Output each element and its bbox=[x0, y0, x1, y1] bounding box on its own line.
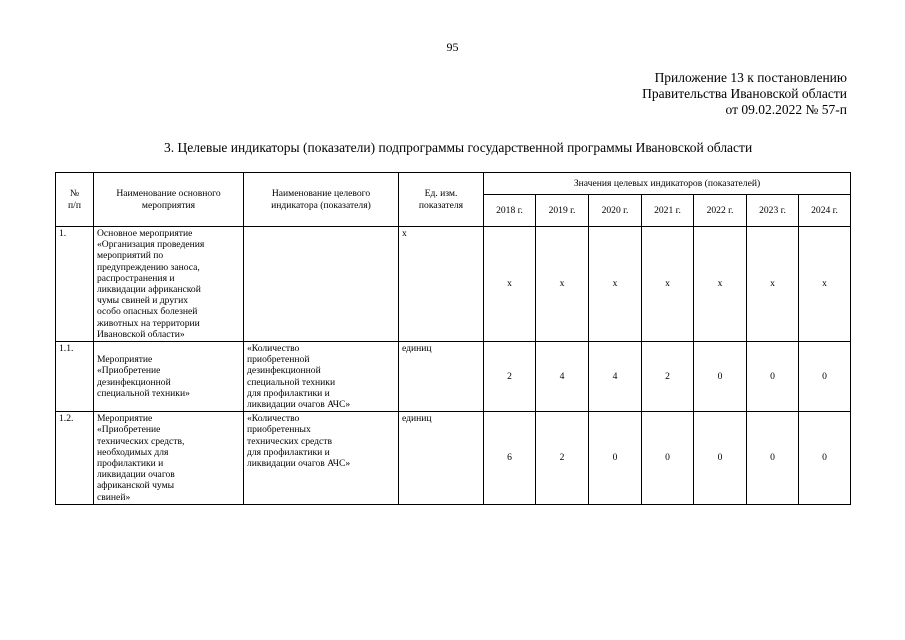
row-value: х bbox=[536, 227, 589, 342]
row-value: 2 bbox=[642, 342, 694, 412]
row-value: 4 bbox=[589, 342, 642, 412]
row-num: 1. bbox=[56, 227, 94, 342]
header-unit: Ед. изм. показателя bbox=[399, 173, 484, 227]
row-value: х bbox=[694, 227, 747, 342]
header-year: 2022 г. bbox=[694, 195, 747, 227]
row-value: х bbox=[484, 227, 536, 342]
appendix-reference bbox=[642, 70, 847, 118]
row-value: 4 bbox=[536, 342, 589, 412]
header-year: 2024 г. bbox=[799, 195, 851, 227]
row-value: х bbox=[799, 227, 851, 342]
header-activity: Наименование основного мероприятия bbox=[94, 173, 244, 227]
header-num: № п/п bbox=[56, 173, 94, 227]
row-value: х bbox=[747, 227, 799, 342]
row-value: 0 bbox=[747, 342, 799, 412]
row-value: 0 bbox=[642, 412, 694, 505]
row-value: 0 bbox=[799, 342, 851, 412]
row-value: 2 bbox=[484, 342, 536, 412]
table-row bbox=[56, 342, 851, 412]
row-activity: Основное мероприятие «Организация проведения мероприятий по предупреждению заноса, распространения и ликвидации африканской чумы свиней и других особо опасных болезней животных на территории Ивановской области» bbox=[94, 227, 244, 342]
row-unit: единиц bbox=[399, 412, 484, 505]
row-value: х bbox=[642, 227, 694, 342]
row-value: 0 bbox=[799, 412, 851, 505]
row-value: 2 bbox=[536, 412, 589, 505]
row-unit: единиц bbox=[399, 342, 484, 412]
header-year: 2018 г. bbox=[484, 195, 536, 227]
row-value: 0 bbox=[747, 412, 799, 505]
row-indicator: «Количество приобретенной дезинфекционной специальной техники для профилактики и ликвидации очагов АЧС» bbox=[244, 342, 399, 412]
document-title: 3. Целевые индикаторы (показатели) подпрограммы государственной программы Ивановской области bbox=[164, 140, 753, 155]
row-value: 0 bbox=[694, 342, 747, 412]
indicators-table bbox=[55, 172, 851, 505]
row-value: 6 bbox=[484, 412, 536, 505]
row-num: 1.2. bbox=[56, 412, 94, 505]
header-year: 2023 г. bbox=[747, 195, 799, 227]
row-activity: Мероприятие «Приобретение дезинфекционной специальной техники» bbox=[94, 342, 244, 412]
row-value: 0 bbox=[589, 412, 642, 505]
row-indicator bbox=[244, 227, 399, 342]
row-activity: Мероприятие «Приобретение технических средств, необходимых для профилактики и ликвидации очагов африканской чумы свиней» bbox=[94, 412, 244, 505]
row-indicator: «Количество приобретенных технических средств для профилактики и ликвидации очагов АЧС» bbox=[244, 412, 399, 505]
row-num: 1.1. bbox=[56, 342, 94, 412]
appendix-line: от 09.02.2022 № 57-п bbox=[725, 102, 847, 117]
header-year: 2019 г. bbox=[536, 195, 589, 227]
appendix-line: Приложение 13 к постановлению bbox=[654, 70, 847, 85]
table-row bbox=[56, 227, 851, 342]
header-values-group: Значения целевых индикаторов (показателей) bbox=[484, 173, 851, 195]
row-unit: х bbox=[399, 227, 484, 342]
row-value: 0 bbox=[694, 412, 747, 505]
header-year: 2020 г. bbox=[589, 195, 642, 227]
table-row bbox=[56, 412, 851, 505]
row-value: х bbox=[589, 227, 642, 342]
appendix-line: Правительства Ивановской области bbox=[642, 86, 847, 101]
header-indicator: Наименование целевого индикатора (показателя) bbox=[244, 173, 399, 227]
page-number: 95 bbox=[446, 40, 459, 54]
header-year: 2021 г. bbox=[642, 195, 694, 227]
